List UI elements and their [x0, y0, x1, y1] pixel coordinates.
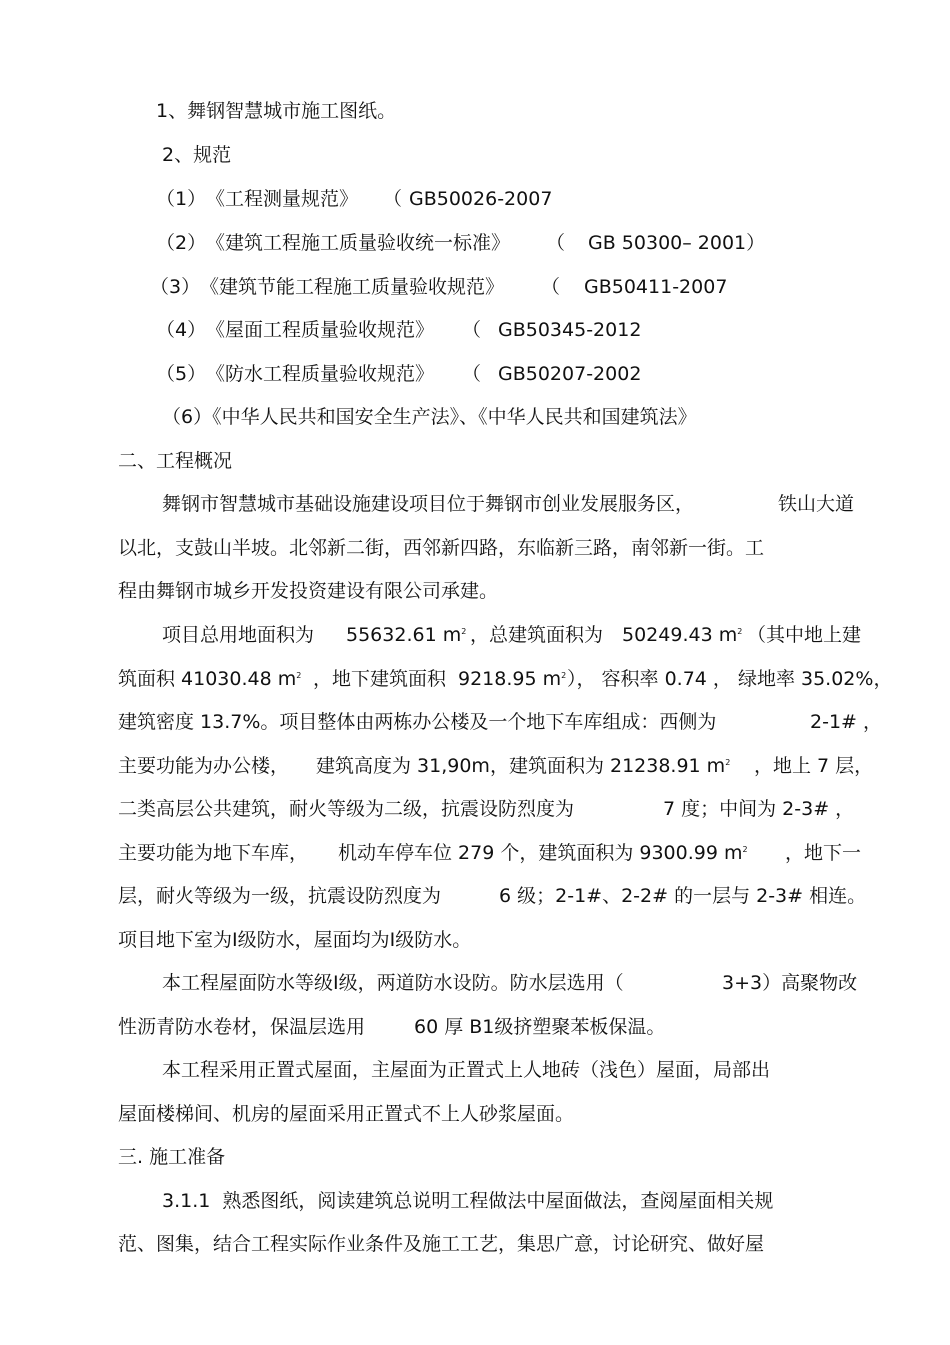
text-line: 性沥青防水卷材，保温层选用: [118, 1016, 366, 1038]
spec-code: GB50411-2007: [584, 276, 728, 298]
text-line: 2-1# ，: [810, 711, 882, 733]
text-line: 屋面楼梯间、机房的屋面采用正置式不上人砂浆屋面。: [118, 1103, 575, 1125]
spec-prefix: （1）: [156, 188, 207, 210]
spec-open-paren: （: [462, 363, 482, 385]
text-line: 建筑密度 13.7%。项目整体由两栋办公楼及一个地下车库组成：西侧为: [118, 711, 717, 733]
spec-open-paren: （: [462, 319, 482, 341]
spec-prefix: （4）: [156, 319, 207, 341]
text-line: 60 厚 B1级挤塑聚苯板保温。: [414, 1016, 666, 1038]
text-line: 二类高层公共建筑，耐火等级为二级，抗震设防烈度为: [118, 798, 575, 820]
basis-item-1: 1、舞钢智慧城市施工图纸。: [156, 100, 397, 122]
area-value: 55632.61 $m^2$: [346, 624, 467, 646]
text-line: ，地上 7 层，: [754, 755, 874, 777]
text-line: 以北，支鼓山半坡。北邻新二街，西邻新四路，东临新三路，南邻新一街。工: [118, 537, 765, 559]
text-line: 7 度；中间为 2-3# ，: [663, 798, 855, 820]
text-line: ，总建筑面积为: [470, 624, 604, 646]
text-line: 铁山大道: [778, 493, 855, 515]
spec-title: 《建筑节能工程施工质量验收规范》: [200, 276, 505, 298]
area-value: 9218.95 $m^2$: [458, 668, 567, 690]
text-line: 范、图集，结合工程实际作业条件及施工工艺，集思广意，讨论研究、做好屋: [118, 1233, 765, 1255]
text-line: 舞钢市智慧城市基础设施建设项目位于舞钢市创业发展服务区，: [162, 493, 695, 515]
text-line: 项目总用地面积为: [162, 624, 315, 646]
basis-item-6: （6）《中华人民共和国安全生产法》、《中华人民共和国建筑法》: [162, 406, 697, 428]
spec-title: 《建筑工程施工质量验收统一标准》: [206, 232, 511, 254]
basis-item-2: 2、规范: [162, 144, 232, 166]
spec-title: 《屋面工程质量验收规范》: [206, 319, 435, 341]
text-line: 本工程屋面防水等级Ⅰ级，两道防水设防。防水层选用（: [162, 972, 624, 994]
spec-prefix: （3）: [150, 276, 201, 298]
text-line: 3+3）高聚物改: [722, 972, 858, 994]
text-line: 主要功能为办公楼，: [118, 755, 290, 777]
text-line: ，地下建筑面积: [313, 668, 447, 690]
text-line: 层，耐火等级为一级，抗震设防烈度为: [118, 885, 442, 907]
text-line: （其中地上建: [747, 624, 862, 646]
spec-prefix: （5）: [156, 363, 207, 385]
text-line: 程由舞钢市城乡开发投资建设有限公司承建。: [118, 580, 499, 602]
area-value: 建筑高度为 31,90m，建筑面积为 21238.91 $m^2$: [316, 755, 731, 777]
spec-code: GB 50300– 2001）: [588, 232, 766, 254]
area-value: 筑面积 41030.48 $m^2$: [118, 668, 302, 690]
spec-title: 《防水工程质量验收规范》: [206, 363, 435, 385]
text-line: 本工程采用正置式屋面，主屋面为正置式上人地砖（浅色）屋面，局部出: [162, 1059, 771, 1081]
spec-prefix: （2）: [156, 232, 207, 254]
spec-open-paren: （: [383, 188, 403, 210]
text-line: ）， 容积率 0.74 ， 绿地率 35.02%，: [567, 668, 893, 690]
spec-open-paren: （: [546, 232, 566, 254]
text-line: 6 级；2-1#、2-2# 的一层与 2-3# 相连。: [499, 885, 867, 907]
text-line: 3.1.1 熟悉图纸，阅读建筑总说明工程做法中屋面做法，查阅屋面相关规: [162, 1190, 774, 1212]
spec-title: 《工程测量规范》: [206, 188, 359, 210]
section-heading-overview: 二、工程概况: [118, 450, 233, 472]
spec-open-paren: （: [541, 276, 561, 298]
area-value: 机动车停车位 279 个，建筑面积为 9300.99 $m^2$: [338, 842, 748, 864]
spec-code: GB50207-2002: [498, 363, 642, 385]
text-line: 主要功能为地下车库，: [118, 842, 309, 864]
area-value: 50249.43 $m^2$: [622, 624, 743, 646]
section-heading-preparation: 三. 施工准备: [118, 1146, 226, 1168]
spec-code: GB50026-2007: [409, 188, 553, 210]
spec-code: GB50345-2012: [498, 319, 642, 341]
text-line: ，地下一: [785, 842, 862, 864]
text-line: 项目地下室为Ⅰ级防水，屋面均为Ⅰ级防水。: [118, 929, 472, 951]
